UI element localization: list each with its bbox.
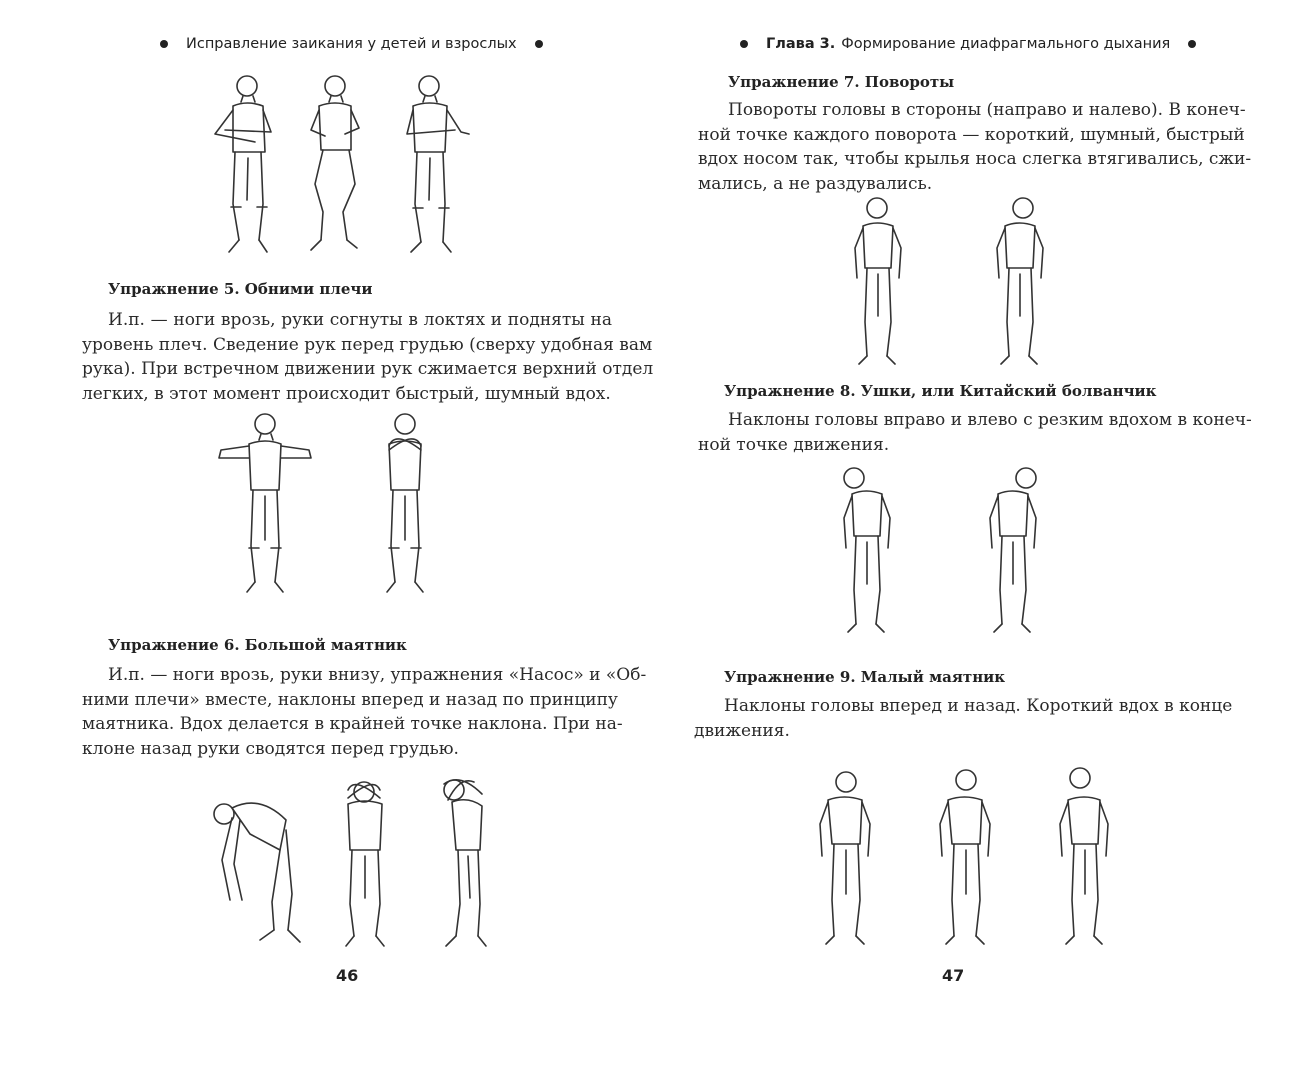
left-running-head-text: Исправление заикания у детей и взрослых (186, 36, 517, 52)
exercise7-text (698, 98, 1252, 196)
right-running-head-text: Формирование диафрагмального дыхания (841, 36, 1171, 52)
ex7-illustration (847, 192, 1057, 370)
right-running-head (740, 32, 1196, 56)
figure-group-ex8 (830, 460, 1060, 638)
exercise7-line-3: вдох носом так, чтобы крылья носа слегка втягивались, сжи- (698, 149, 1252, 169)
exercise6-text (82, 663, 647, 761)
exercise7-line-1: Повороты головы в стороны (направо и налево). В конеч- (728, 100, 1246, 120)
exercise5-line-3: рука). При встречном движении рук сжимается верхний отдел (82, 359, 654, 379)
ex6-figure-1-bent-forward (214, 803, 300, 942)
ex8-figure-2-head-tilt-right (990, 468, 1036, 632)
bullet-dot-icon (160, 40, 168, 48)
figure-group-ex6 (200, 770, 520, 950)
exercise7-line-2: ной точке каждого поворота — короткий, шумный, быстрый (698, 124, 1245, 145)
exercise8-title: Упражнение 8. Ушки, или Китайский болванчик (724, 382, 1157, 400)
exercise5-text (82, 308, 654, 406)
figure-group-ex7 (847, 192, 1057, 370)
exercise9-text (694, 694, 1232, 743)
ex9-figure-3-head-back (1060, 768, 1108, 944)
ex4-figure-2 (311, 76, 359, 250)
exercise6-title: Упражнение 6. Большой маятник (108, 636, 407, 654)
figure-group-ex9 (812, 760, 1122, 950)
exercise7-title: Упражнение 7. Повороты (728, 73, 955, 91)
bullet-dot-icon (1188, 40, 1196, 48)
ex9-figure-2-head-neutral (940, 770, 990, 944)
exercise6-line-3: маятника. Вдох делается в крайней точке наклона. При на- (82, 714, 623, 734)
exercise6-line-4: клоне назад руки сводятся перед грудью. (82, 738, 459, 759)
exercise8-text (698, 408, 1252, 457)
ex5-illustration (205, 410, 465, 596)
figure-group-ex4 (195, 72, 475, 258)
ex5-figure-2 (387, 414, 423, 592)
bullet-dot-icon (740, 40, 748, 48)
exercise7-line-4: мались, а не раздувались. (698, 173, 933, 194)
exercise5-line-2: уровень плеч. Сведение рук перед грудью (сверху удобная вам (82, 334, 653, 355)
exercise9-line-1: Наклоны головы вперед и назад. Короткий вдох в конце (724, 696, 1233, 716)
ex8-figure-1-head-tilt-left (844, 468, 890, 632)
ex7-figure-2 (997, 198, 1043, 364)
ex6-figure-2-arms-crossed (346, 782, 384, 946)
figure-group-ex5 (205, 410, 465, 596)
ex4-figure-1 (215, 76, 271, 252)
ex4-illustration (195, 72, 475, 258)
ex4-figure-3 (407, 76, 469, 252)
ex9-illustration (812, 760, 1122, 950)
ex7-figure-1 (855, 198, 901, 364)
right-page-number: 47 (942, 966, 965, 985)
exercise9-title: Упражнение 9. Малый маятник (724, 668, 1006, 686)
exercise8-line-2: ной точке движения. (698, 434, 890, 455)
exercise5-line-4: легких, в этот момент происходит быстрый, шумный вдох. (82, 383, 611, 404)
exercise5-title: Упражнение 5. Обними плечи (108, 280, 373, 298)
exercise6-line-2: ними плечи» вместе, наклоны вперед и назад по принципу (82, 689, 618, 710)
exercise9-line-2: движения. (694, 720, 790, 741)
left-page-number: 46 (336, 966, 359, 985)
exercise5-line-1: И.п. — ноги врозь, руки согнуты в локтях и подняты на (108, 310, 612, 330)
ex6-figure-3-bent-back (444, 780, 486, 946)
ex5-figure-1 (219, 414, 311, 592)
right-page (652, 0, 1303, 1080)
bullet-dot-icon (535, 40, 543, 48)
left-running-head (160, 32, 543, 56)
exercise6-line-1: И.п. — ноги врозь, руки внизу, упражнения «Насос» и «Об- (108, 665, 647, 685)
ex8-illustration (830, 460, 1060, 638)
exercise8-line-1: Наклоны головы вправо и влево с резким вдохом в конеч- (728, 410, 1252, 430)
ex6-illustration (200, 770, 520, 950)
ex9-figure-1-head-down (820, 772, 870, 944)
right-running-head-chapter: Глава 3. (766, 36, 836, 52)
